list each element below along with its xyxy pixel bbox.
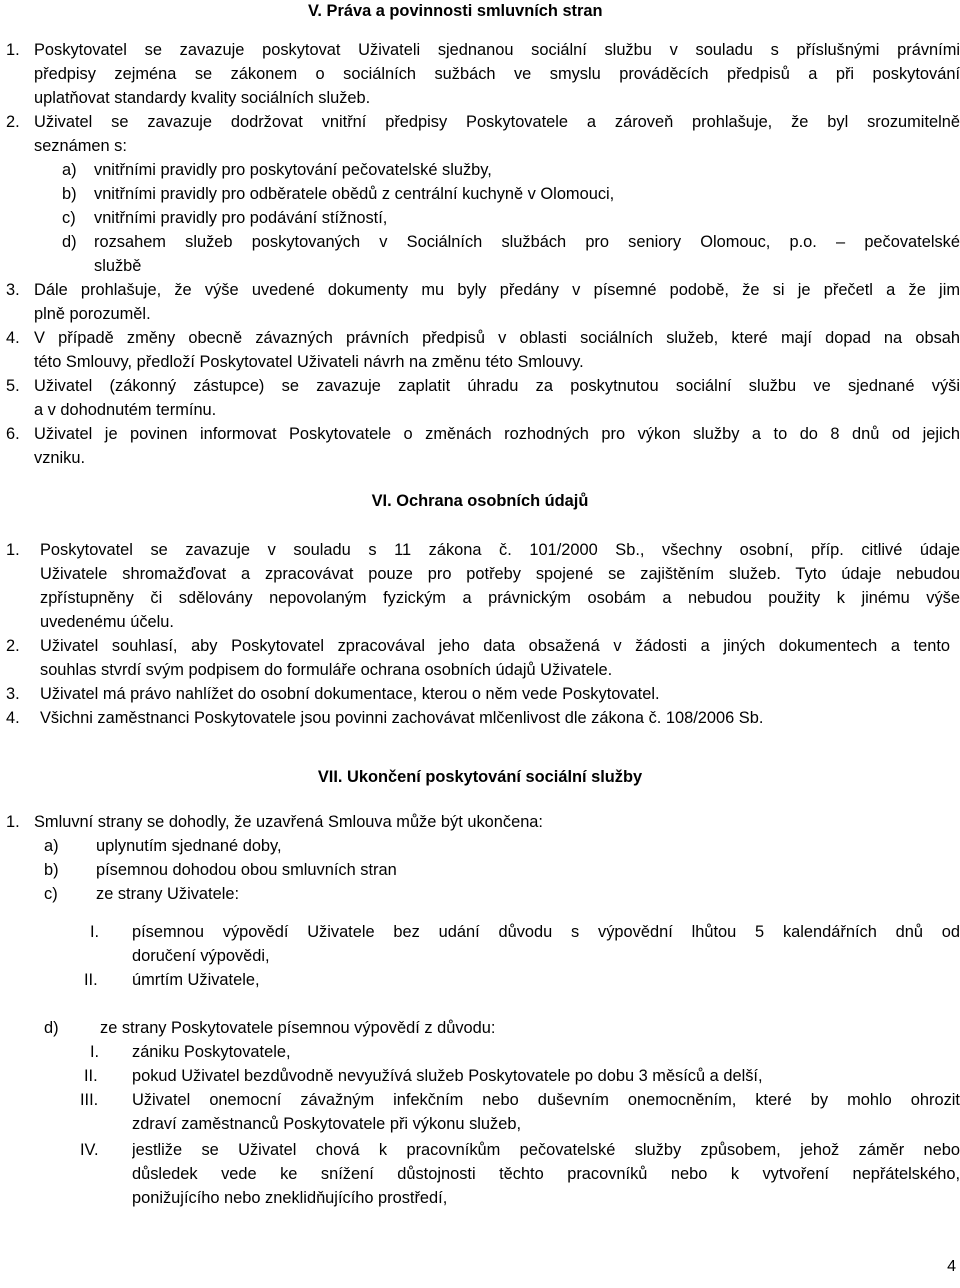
s5-p5-line: Uživatel (zákonný zástupce) se zavazuje zaplatit úhradu za poskytnutou sociální službu ve sjednané výši <box>34 377 960 395</box>
s7-d-sub-mark: III. <box>80 1091 99 1109</box>
section-5-title: V. Práva a povinnosti smluvních stran <box>308 2 603 20</box>
s6-p1-line: uvedenému účelu. <box>40 613 174 631</box>
s5-item-mark: c) <box>62 209 76 227</box>
s5-item-text: rozsahem služeb poskytovaných v Sociálních službách pro seniory Olomouc, p.o. – pečovatelské <box>94 233 960 251</box>
s5-p6-num: 6. <box>6 425 20 443</box>
s5-p2-num: 2. <box>6 113 20 131</box>
s7-item-text: uplynutím sjednané doby, <box>96 837 282 855</box>
s5-p2-line: seznámen s: <box>34 137 127 155</box>
s5-item-text: vnitřními pravidly pro podávání stížností, <box>94 209 388 227</box>
s5-p1-line: uplatňovat standardy kvality sociálních služeb. <box>34 89 371 107</box>
s5-item-mark: b) <box>62 185 77 203</box>
s7-d-sub-mark: IV. <box>80 1141 99 1159</box>
s6-p4-num: 4. <box>6 709 20 727</box>
s7-p1-num: 1. <box>6 813 20 831</box>
s6-p3-line: Uživatel má právo nahlížet do osobní dokumentace, kterou o něm vede Poskytovatel. <box>40 685 660 703</box>
s7-d-sub-line: ponižujícího nebo zneklidňujícího prostředí, <box>132 1189 448 1207</box>
s6-p2-line: Uživatel souhlasí, aby Poskytovatel zpracovával jeho data obsažená v žádosti a jiných dokumentech a tento <box>40 637 950 655</box>
page-number: 4 <box>947 1258 956 1275</box>
s7-item-d-mark: d) <box>44 1019 59 1037</box>
s7-d-sub-line: pokud Uživatel bezdůvodně nevyužívá služeb Poskytovatele po dobu 3 měsíců a delší, <box>132 1067 763 1085</box>
s5-p2-line: Uživatel se zavazuje dodržovat vnitřní předpisy Poskytovatele a zároveň prohlašuje, že byl srozumitelně <box>34 113 960 131</box>
s7-c-sub-line: písemnou výpovědí Uživatele bez udání důvodu s výpovědní lhůtou 5 kalendářních dnů od <box>132 923 960 941</box>
s5-item-text: vnitřními pravidly pro odběratele obědů z centrální kuchyně v Olomouci, <box>94 185 615 203</box>
s5-item-text: vnitřními pravidly pro poskytování pečovatelské služby, <box>94 161 492 179</box>
s7-c-sub-mark: I. <box>90 923 100 941</box>
s5-p6-line: vzniku. <box>34 449 86 467</box>
s7-d-sub-line: Uživatel onemocní závažným infekčním nebo duševním onemocněním, které by mohlo ohrozit <box>132 1091 960 1109</box>
s7-d-sub-line: zdraví zaměstnanců Poskytovatele při výkonu služeb, <box>132 1115 522 1133</box>
s6-p3-num: 3. <box>6 685 20 703</box>
s5-p3-line: Dále prohlašuje, že výše uvedené dokumenty mu byly předány v písemné podobě, že si je přečetl a že jim <box>34 281 960 299</box>
s6-p1-line: zpřístupněny či sdělovány nepovolaným fyzickým a právnickým osobám a nebudou použity k jinému výše <box>40 589 960 607</box>
s5-p4-num: 4. <box>6 329 20 347</box>
s7-p1-text: Smluvní strany se dohodly, že uzavřená Smlouva může být ukončena: <box>34 813 543 831</box>
s5-p1-line: Poskytovatel se zavazuje poskytovat Uživateli sjednanou sociální službu v souladu s příslušnými právními <box>34 41 960 59</box>
s7-d-sub-line: jestliže se Uživatel chová k pracovníkům pečovatelské služby způsobem, jehož záměr nebo <box>132 1141 960 1159</box>
s5-p1-num: 1. <box>6 41 20 59</box>
s7-d-sub-mark: II. <box>84 1067 98 1085</box>
s6-p4-line: Všichni zaměstnanci Poskytovatele jsou povinni zachovávat mlčenlivost dle zákona č. 108/2006 Sb. <box>40 709 764 727</box>
s7-d-sub-line: důsledek vede ke snížení důstojnosti těchto pracovníků nebo k vytvoření nepřátelského, <box>132 1165 960 1183</box>
s7-d-sub-mark: I. <box>90 1043 100 1061</box>
s5-p4-line: této Smlouvy, předloží Poskytovatel Uživateli návrh na změnu této Smlouvy. <box>34 353 584 371</box>
s7-item-text: ze strany Uživatele: <box>96 885 240 903</box>
s6-p2-num: 2. <box>6 637 20 655</box>
s6-p1-line: Poskytovatel se zavazuje v souladu s 11 zákona č. 101/2000 Sb., všechny osobní, příp. citlivé údaje <box>40 541 960 559</box>
section-7-title: VII. Ukončení poskytování sociální služby <box>317 768 643 786</box>
s6-p1-num: 1. <box>6 541 20 559</box>
s5-p5-line: a v dohodnutém termínu. <box>34 401 217 419</box>
section-6-title: VI. Ochrana osobních údajů <box>371 492 589 510</box>
s6-p2-line: souhlas stvrdí svým podpisem do formuláře ochrana osobních údajů Uživatele. <box>40 661 613 679</box>
s5-p3-line: plně porozuměl. <box>34 305 151 323</box>
s5-p4-line: V případě změny obecně závazných právních předpisů v oblasti sociálních služeb, které mají dopad na obsah <box>34 329 960 347</box>
s5-p5-num: 5. <box>6 377 20 395</box>
s5-item-mark: d) <box>62 233 77 251</box>
s5-p3-num: 3. <box>6 281 20 299</box>
s7-item-text: písemnou dohodou obou smluvních stran <box>96 861 397 879</box>
s7-item-mark: b) <box>44 861 59 879</box>
s7-item-mark: a) <box>44 837 59 855</box>
s5-p6-line: Uživatel je povinen informovat Poskytovatele o změnách rozhodných pro výkon služby a to do 8 dnů od jejich <box>34 425 960 443</box>
s5-p1-line: předpisy zejména se zákonem o sociálních sužbách ve smyslu prováděcích předpisů a při poskytování <box>34 65 960 83</box>
s7-c-sub-line: úmrtím Uživatele, <box>132 971 260 989</box>
s7-d-sub-line: zániku Poskytovatele, <box>132 1043 291 1061</box>
s6-p1-line: Uživatele shromažďovat a zpracovávat pouze pro potřeby spojené se zajištěním služeb. Tyto údaje nebudou <box>40 565 960 583</box>
s7-item-mark: c) <box>44 885 58 903</box>
s5-item-text-cont: službě <box>94 257 142 275</box>
s5-item-mark: a) <box>62 161 77 179</box>
s7-item-d-text: ze strany Poskytovatele písemnou výpovědí z důvodu: <box>100 1019 496 1037</box>
s7-c-sub-line: doručení výpovědi, <box>132 947 270 965</box>
s7-c-sub-mark: II. <box>84 971 98 989</box>
